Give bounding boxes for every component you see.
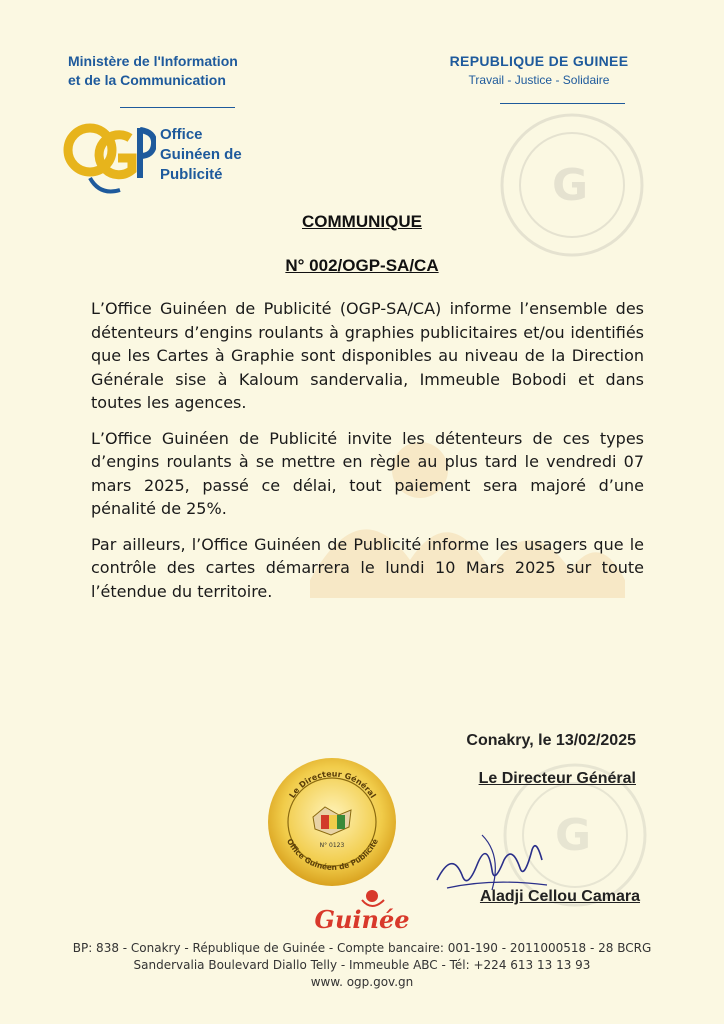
footer <box>0 940 724 991</box>
body-paragraph: L’Office Guinéen de Publicité (OGP-SA/CA) informe l’ensemble des détenteurs d’engins roulants à graphies publicitaires et/ou identifiés que les Cartes à Graphie sont disponibles au niveau de la Direction Générale sise à Kaloum sandervalia, Immeuble Bobodi et dans toutes les agences. <box>91 299 644 412</box>
footer-line-1: BP: 838 - Conakry - République de Guinée - Compte bancaire: 001-190 - 2011000518 - 28 BCRG <box>72 941 652 955</box>
ogp-logo-icon <box>60 118 156 200</box>
body-paragraph: L’Office Guinéen de Publicité invite les détenteurs de ces types d’engins roulants à se mettre en règle au plus tard le vendredi 07 mars 2025, passé ce délai, tout paiement sera majoré d’une pénalité de 25%. <box>91 428 644 518</box>
document-body <box>91 297 644 615</box>
logo-line-2: Guinéen de <box>160 146 242 163</box>
svg-text:G: G <box>555 810 592 861</box>
document-number: N° 002/OGP-SA/CA <box>285 256 439 275</box>
stamp-text-top: Le Directeur Général <box>287 769 378 800</box>
ministry-line-2: et de la Communication <box>68 72 226 88</box>
footer-line-2: Sandervalia Boulevard Diallo Telly - Immeuble ABC - Tél: +224 613 13 13 93 <box>133 958 591 972</box>
signatory-role: Le Directeur Général <box>478 770 636 787</box>
ogp-logo-text <box>160 125 242 185</box>
footer-website: www. ogp.gov.gn <box>310 975 414 989</box>
ministry-line-1: Ministère de l'Information <box>68 53 238 69</box>
republic-name: REPUBLIQUE DE GUINEE <box>449 53 629 69</box>
watermark-seal-icon <box>497 110 647 260</box>
official-stamp-icon <box>265 755 400 890</box>
logo-line-1: Office <box>160 126 203 143</box>
document-title: COMMUNIQUE <box>302 212 422 231</box>
republic-divider <box>500 103 625 104</box>
signatory-name: Aladji Cellou Camara <box>479 888 640 905</box>
republic-header <box>424 53 654 87</box>
stamp-text-bottom: Office Guinéen de Publicité <box>285 837 380 873</box>
guinee-brand-text: Guinée <box>314 905 410 934</box>
place-date: Conakry, le 13/02/2025 <box>466 732 636 749</box>
stamp-number: N° 0123 <box>319 842 345 849</box>
republic-motto: Travail - Justice - Solidaire <box>468 73 610 87</box>
guinee-brand-logo-icon <box>312 888 412 934</box>
logo-line-3: Publicité <box>160 166 223 183</box>
ministry-name <box>68 52 298 90</box>
svg-text:G: G <box>552 160 589 211</box>
body-paragraph: Par ailleurs, l’Office Guinéen de Publicité informe les usagers que le contrôle des cartes démarrera le lundi 10 Mars 2025 sur toute l’étendue du territoire. <box>91 534 644 601</box>
ministry-divider <box>120 107 235 108</box>
